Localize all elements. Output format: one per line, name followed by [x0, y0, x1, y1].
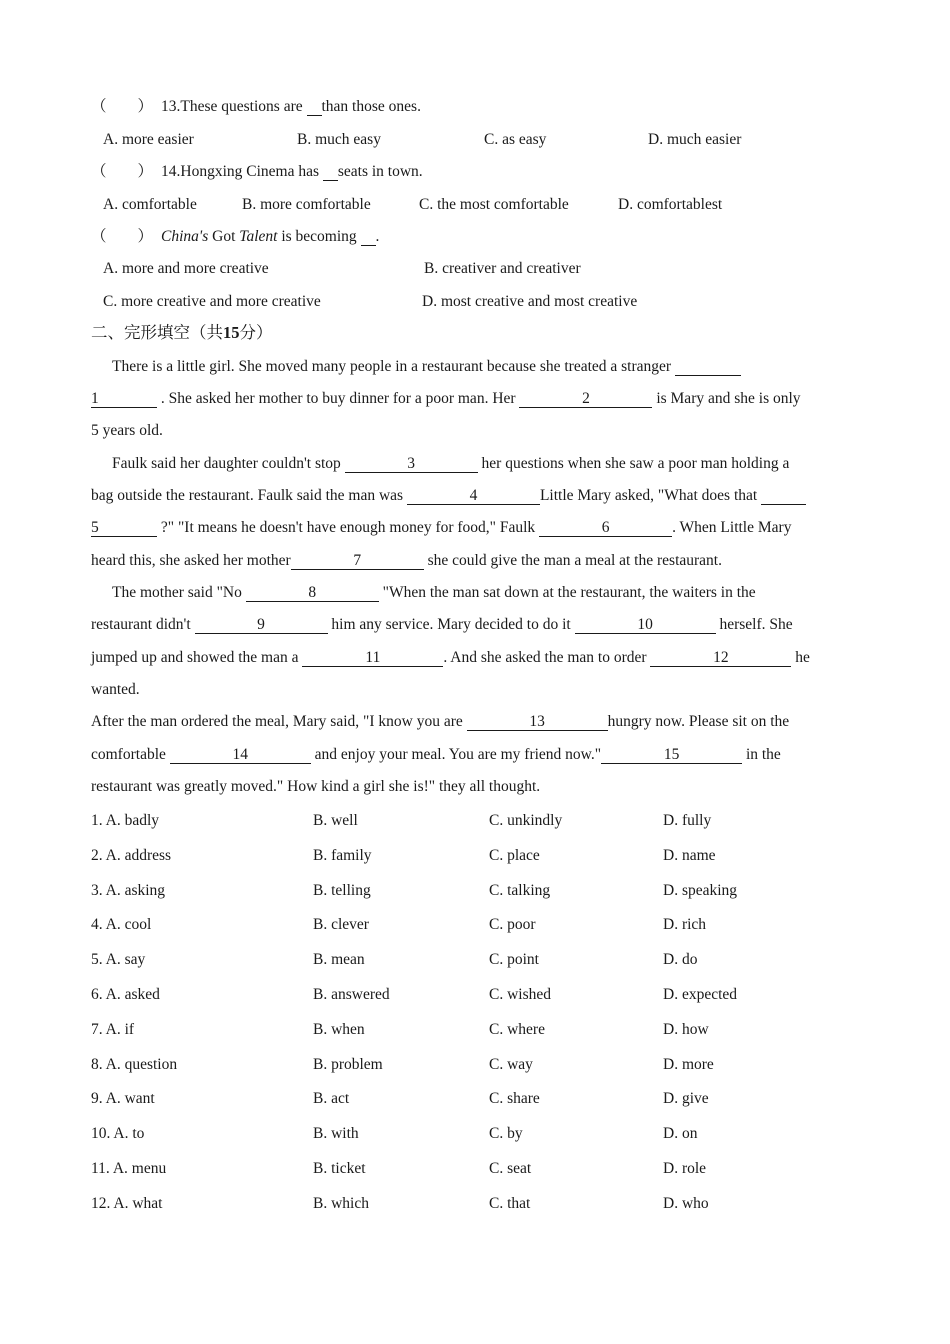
cloze-option-row — [0, 881, 950, 901]
blank-7: 7 — [291, 552, 424, 570]
cloze-option-d: D. role — [663, 1160, 707, 1177]
blank-10: 10 — [575, 616, 716, 634]
cloze-option-d: D. name — [663, 846, 716, 864]
passage-line — [91, 518, 791, 538]
passage-text: is Mary and she is only — [656, 390, 801, 407]
question-stem: is becoming — [277, 228, 361, 245]
cloze-option-row — [0, 1124, 950, 1144]
question-15-options-row2 — [0, 292, 950, 312]
cloze-option-b: B. when — [313, 1020, 365, 1038]
question-stem: Got — [208, 228, 240, 245]
cloze-option-a: 8. A. question — [91, 1055, 178, 1073]
blank-11: 11 — [302, 649, 443, 667]
passage-text: Little Mary asked, "What does that — [539, 487, 758, 504]
passage-line — [91, 421, 163, 441]
option-c: C. as easy — [484, 131, 547, 148]
cloze-option-c: C. talking — [489, 881, 551, 899]
cloze-option-a: 9. A. want — [91, 1090, 155, 1108]
answer-blank — [307, 98, 322, 116]
passage-text: restaurant didn't — [91, 616, 191, 633]
passage-text: Faulk said her daughter couldn't stop — [112, 455, 341, 472]
answer-paren: （ ） — [91, 163, 154, 180]
passage-line — [112, 583, 756, 603]
passage-line — [91, 615, 793, 635]
cloze-option-c: C. where — [489, 1020, 545, 1038]
cloze-option-c: C. seat — [489, 1160, 532, 1177]
option-a: A. more easier — [103, 131, 194, 148]
cloze-option-row — [0, 846, 950, 866]
passage-text: After the man ordered the meal, Mary said, "I know you are — [91, 713, 463, 730]
blank-9: 9 — [195, 616, 328, 634]
cloze-option-b: B. telling — [313, 881, 371, 899]
cloze-option-row — [0, 1055, 950, 1075]
blank-8: 8 — [246, 584, 379, 602]
passage-text: The mother said "No — [112, 584, 242, 601]
cloze-option-d: D. fully — [663, 812, 712, 829]
cloze-option-row — [0, 985, 950, 1005]
cloze-option-b: B. which — [313, 1194, 369, 1212]
question-stem: 14.Hongxing Cinema has — [161, 163, 323, 180]
passage-text: she could give the man a meal at the restaurant. — [427, 552, 722, 569]
passage-text: heard this, she asked her mother — [91, 552, 291, 569]
blank-12: 12 — [650, 649, 791, 667]
cloze-option-d: D. who — [663, 1194, 709, 1212]
passage-line — [112, 454, 789, 474]
passage-line — [91, 680, 140, 700]
cloze-option-b: B. clever — [313, 916, 369, 934]
cloze-option-row — [0, 1089, 950, 1109]
cloze-option-row — [0, 1159, 950, 1179]
question-13-options — [0, 130, 950, 150]
passage-text: There is a little girl. She moved many people in a restaurant because she treated a stranger — [112, 358, 672, 375]
passage-line — [91, 389, 801, 409]
passage-text: wanted. — [91, 681, 140, 698]
cloze-option-row — [0, 811, 950, 831]
cloze-option-c: C. place — [489, 846, 540, 864]
answer-blank — [323, 163, 338, 181]
cloze-option-b: B. ticket — [313, 1160, 366, 1177]
question-tail: than those ones. — [321, 98, 421, 115]
option-b: B. much easy — [297, 131, 381, 148]
cloze-option-d: D. more — [663, 1055, 714, 1073]
passage-text: jumped up and showed the man a — [91, 649, 299, 666]
passage-text: . She asked her mother to buy dinner for a poor man. Her — [160, 390, 516, 407]
passage-line — [91, 745, 781, 765]
heading-suffix: 分） — [239, 323, 273, 342]
question-14-options — [0, 195, 950, 215]
cloze-option-b: B. problem — [313, 1055, 383, 1073]
passage-text: 5 years old. — [91, 422, 163, 439]
cloze-option-row — [0, 950, 950, 970]
cloze-option-c: C. way — [489, 1055, 533, 1073]
blank-5-start — [761, 487, 806, 505]
blank-4: 4 — [407, 487, 540, 505]
cloze-option-b: B. with — [313, 1125, 359, 1143]
passage-text: . And she asked the man to order — [443, 649, 647, 666]
passage-line — [91, 551, 722, 571]
cloze-option-b: B. well — [313, 812, 358, 829]
option-b: B. more comfortable — [242, 196, 371, 213]
cloze-option-d: D. expected — [663, 986, 738, 1003]
cloze-option-b: B. act — [313, 1090, 350, 1108]
cloze-option-row — [0, 1194, 950, 1214]
passage-text: herself. She — [719, 616, 793, 633]
passage-line — [112, 357, 741, 377]
cloze-option-row — [0, 915, 950, 935]
cloze-option-a: 7. A. if — [91, 1020, 135, 1038]
passage-line — [91, 777, 540, 797]
cloze-option-a: 11. A. menu — [91, 1160, 167, 1177]
option-d: D. most creative and most creative — [422, 293, 638, 310]
passage-text: he — [795, 649, 810, 666]
passage-line — [91, 712, 789, 732]
cloze-option-c: C. unkindly — [489, 812, 563, 829]
cloze-option-a: 2. A. address — [91, 846, 172, 864]
cloze-option-c: C. that — [489, 1194, 531, 1212]
cloze-option-a: 3. A. asking — [91, 881, 166, 899]
cloze-option-b: B. family — [313, 846, 372, 864]
cloze-option-c: C. wished — [489, 986, 551, 1003]
cloze-option-c: C. point — [489, 951, 539, 969]
cloze-option-b: B. answered — [313, 986, 390, 1003]
passage-line — [91, 486, 806, 506]
cloze-option-a: 4. A. cool — [91, 916, 152, 934]
question-15 — [91, 227, 379, 247]
option-d: D. much easier — [648, 131, 742, 148]
cloze-option-d: D. do — [663, 951, 698, 969]
cloze-option-row — [0, 1020, 950, 1040]
cloze-option-d: D. how — [663, 1020, 709, 1038]
option-a: A. more and more creative — [103, 260, 269, 277]
option-c: C. more creative and more creative — [103, 293, 321, 310]
passage-text: hungry now. Please sit on the — [607, 713, 790, 730]
answer-paren: （ ） — [91, 98, 154, 115]
question-stem: 13.These questions are — [161, 98, 307, 115]
passage-text: ?" "It means he doesn't have enough money for food," Faulk — [160, 519, 536, 536]
cloze-option-c: C. by — [489, 1125, 523, 1143]
question-tail: . — [375, 228, 380, 245]
passage-line — [91, 648, 810, 668]
passage-text: her questions when she saw a poor man holding a — [481, 455, 790, 472]
show-name-italic: China's — [161, 228, 209, 245]
passage-text: him any service. Mary decided to do it — [331, 616, 571, 633]
passage-text: in the — [745, 746, 781, 763]
passage-text: . When Little Mary — [672, 519, 792, 536]
blank-1-start — [675, 358, 741, 376]
cloze-option-a: 5. A. say — [91, 951, 146, 969]
cloze-option-c: C. share — [489, 1090, 540, 1108]
cloze-option-d: D. rich — [663, 916, 707, 934]
question-tail: seats in town. — [337, 163, 423, 180]
blank-2: 2 — [519, 390, 652, 408]
option-c: C. the most comfortable — [419, 196, 569, 213]
show-name-italic: Talent — [239, 228, 278, 245]
answer-blank — [361, 228, 376, 246]
cloze-option-d: D. give — [663, 1090, 709, 1108]
question-15-options-row1 — [0, 259, 950, 279]
cloze-option-a: 10. A. to — [91, 1125, 145, 1143]
blank-15: 15 — [601, 746, 742, 764]
passage-text: and enjoy your meal. You are my friend now." — [314, 746, 602, 763]
cloze-option-d: D. speaking — [663, 881, 738, 899]
cloze-option-d: D. on — [663, 1125, 698, 1143]
cloze-option-a: 1. A. badly — [91, 812, 160, 829]
heading-prefix: 二、完形填空（共 — [91, 323, 223, 342]
question-13 — [91, 97, 421, 117]
cloze-option-c: C. poor — [489, 916, 536, 934]
cloze-option-a: 12. A. what — [91, 1194, 163, 1212]
heading-points: 15 — [223, 323, 240, 342]
passage-text: comfortable — [91, 746, 166, 763]
passage-text: "When the man sat down at the restaurant, the waiters in the — [382, 584, 756, 601]
blank-3: 3 — [345, 455, 478, 473]
blank-13: 13 — [467, 713, 608, 731]
blank-1: 1 — [91, 390, 157, 408]
option-d: D. comfortablest — [618, 196, 723, 213]
blank-14: 14 — [170, 746, 311, 764]
cloze-option-a: 6. A. asked — [91, 986, 160, 1003]
cloze-option-b: B. mean — [313, 951, 365, 969]
question-14 — [91, 162, 423, 182]
section-heading — [91, 323, 273, 343]
answer-paren: （ ） — [91, 228, 154, 245]
option-b: B. creativer and creativer — [424, 260, 581, 277]
blank-6: 6 — [539, 519, 672, 537]
blank-5: 5 — [91, 519, 157, 537]
passage-text: bag outside the restaurant. Faulk said the man was — [91, 487, 404, 504]
passage-text: restaurant was greatly moved." How kind a girl she is!" they all thought. — [91, 778, 541, 795]
option-a: A. comfortable — [103, 196, 197, 213]
